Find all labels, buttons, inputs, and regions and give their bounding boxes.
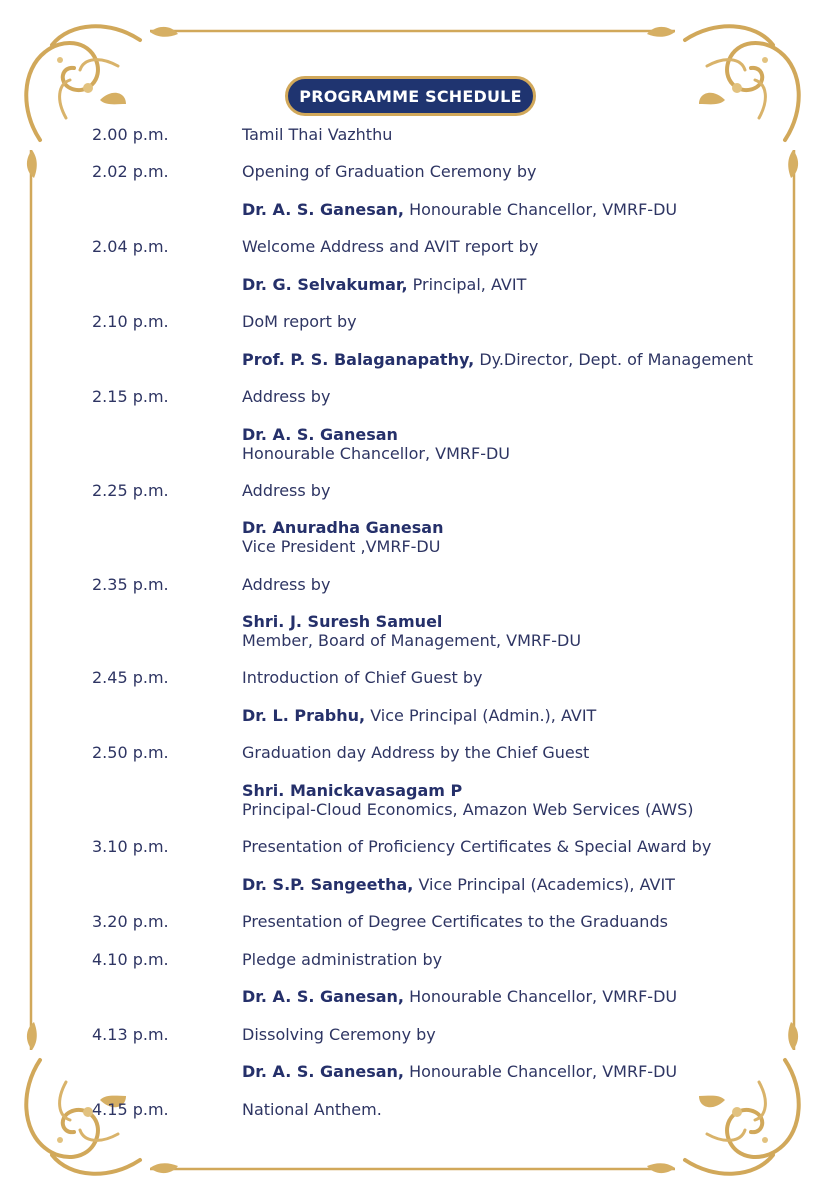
page-title: PROGRAMME SCHEDULE	[285, 76, 536, 116]
speaker-name: Shri. J. Suresh Samuel	[242, 612, 443, 631]
schedule-speaker	[242, 875, 675, 894]
schedule-time: 2.10 p.m.	[92, 312, 169, 331]
schedule-speaker	[242, 350, 753, 369]
schedule-time: 2.00 p.m.	[92, 125, 169, 144]
schedule-speaker	[242, 1062, 677, 1081]
speaker-role: Honourable Chancellor, VMRF-DU	[242, 444, 511, 463]
schedule-speaker	[242, 781, 694, 819]
schedule-time: 2.25 p.m.	[92, 481, 169, 500]
speaker-role: Member, Board of Management, VMRF-DU	[242, 631, 582, 650]
schedule-speaker	[242, 200, 677, 219]
speaker-name: Shri. Manickavasagam P	[242, 781, 463, 800]
speaker-name: Dr. A. S. Ganesan,	[242, 987, 404, 1006]
speaker-name: Dr. S.P. Sangeetha,	[242, 875, 414, 894]
schedule-speaker	[242, 425, 510, 463]
schedule-description: Welcome Address and AVIT report by	[242, 237, 539, 256]
schedule-speaker	[242, 612, 581, 650]
schedule-time: 2.04 p.m.	[92, 237, 169, 256]
schedule-description: Address by	[242, 575, 331, 594]
schedule-time: 2.02 p.m.	[92, 162, 169, 181]
schedule-time: 2.50 p.m.	[92, 743, 169, 762]
speaker-name: Dr. G. Selvakumar,	[242, 275, 408, 294]
schedule-description: Tamil Thai Vazhthu	[242, 125, 393, 144]
speaker-name: Dr. Anuradha Ganesan	[242, 518, 444, 537]
schedule-description: Pledge administration by	[242, 950, 443, 969]
speaker-role: Vice President ,VMRF-DU	[242, 537, 441, 556]
speaker-role: Honourable Chancellor, VMRF-DU	[409, 1062, 678, 1081]
schedule-description: Dissolving Ceremony by	[242, 1025, 436, 1044]
speaker-name: Dr. A. S. Ganesan	[242, 425, 398, 444]
speaker-role: Vice Principal (Academics), AVIT	[418, 875, 675, 894]
speaker-name: Dr. A. S. Ganesan,	[242, 200, 404, 219]
schedule-time: 2.35 p.m.	[92, 575, 169, 594]
speaker-role: Principal-Cloud Economics, Amazon Web Services (AWS)	[242, 800, 694, 819]
schedule-time: 4.10 p.m.	[92, 950, 169, 969]
schedule-time: 4.13 p.m.	[92, 1025, 169, 1044]
schedule-time: 3.20 p.m.	[92, 912, 169, 931]
schedule-speaker	[242, 987, 677, 1006]
speaker-name: Dr. A. S. Ganesan,	[242, 1062, 404, 1081]
schedule-description: DoM report by	[242, 312, 357, 331]
schedule-time: 2.15 p.m.	[92, 387, 169, 406]
schedule-description: Presentation of Degree Certificates to the Graduands	[242, 912, 668, 931]
speaker-name: Dr. L. Prabhu,	[242, 706, 366, 725]
speaker-role: Dy.Director, Dept. of Management	[479, 350, 754, 369]
schedule-description: National Anthem.	[242, 1100, 382, 1119]
speaker-role: Principal, AVIT	[412, 275, 527, 294]
schedule-description: Presentation of Proficiency Certificates & Special Award by	[242, 837, 712, 856]
schedule-description: Introduction of Chief Guest by	[242, 668, 483, 687]
schedule-time: 3.10 p.m.	[92, 837, 169, 856]
schedule-speaker	[242, 275, 526, 294]
schedule-description: Graduation day Address by the Chief Guest	[242, 743, 590, 762]
speaker-role: Vice Principal (Admin.), AVIT	[370, 706, 597, 725]
schedule-description: Opening of Graduation Ceremony by	[242, 162, 537, 181]
speaker-role: Honourable Chancellor, VMRF-DU	[409, 987, 678, 1006]
speaker-name: Prof. P. S. Balaganapathy,	[242, 350, 475, 369]
schedule-time: 4.15 p.m.	[92, 1100, 169, 1119]
schedule-speaker	[242, 518, 443, 556]
schedule-description: Address by	[242, 481, 331, 500]
schedule-description: Address by	[242, 387, 331, 406]
schedule-time: 2.45 p.m.	[92, 668, 169, 687]
schedule-speaker	[242, 706, 596, 725]
speaker-role: Honourable Chancellor, VMRF-DU	[409, 200, 678, 219]
